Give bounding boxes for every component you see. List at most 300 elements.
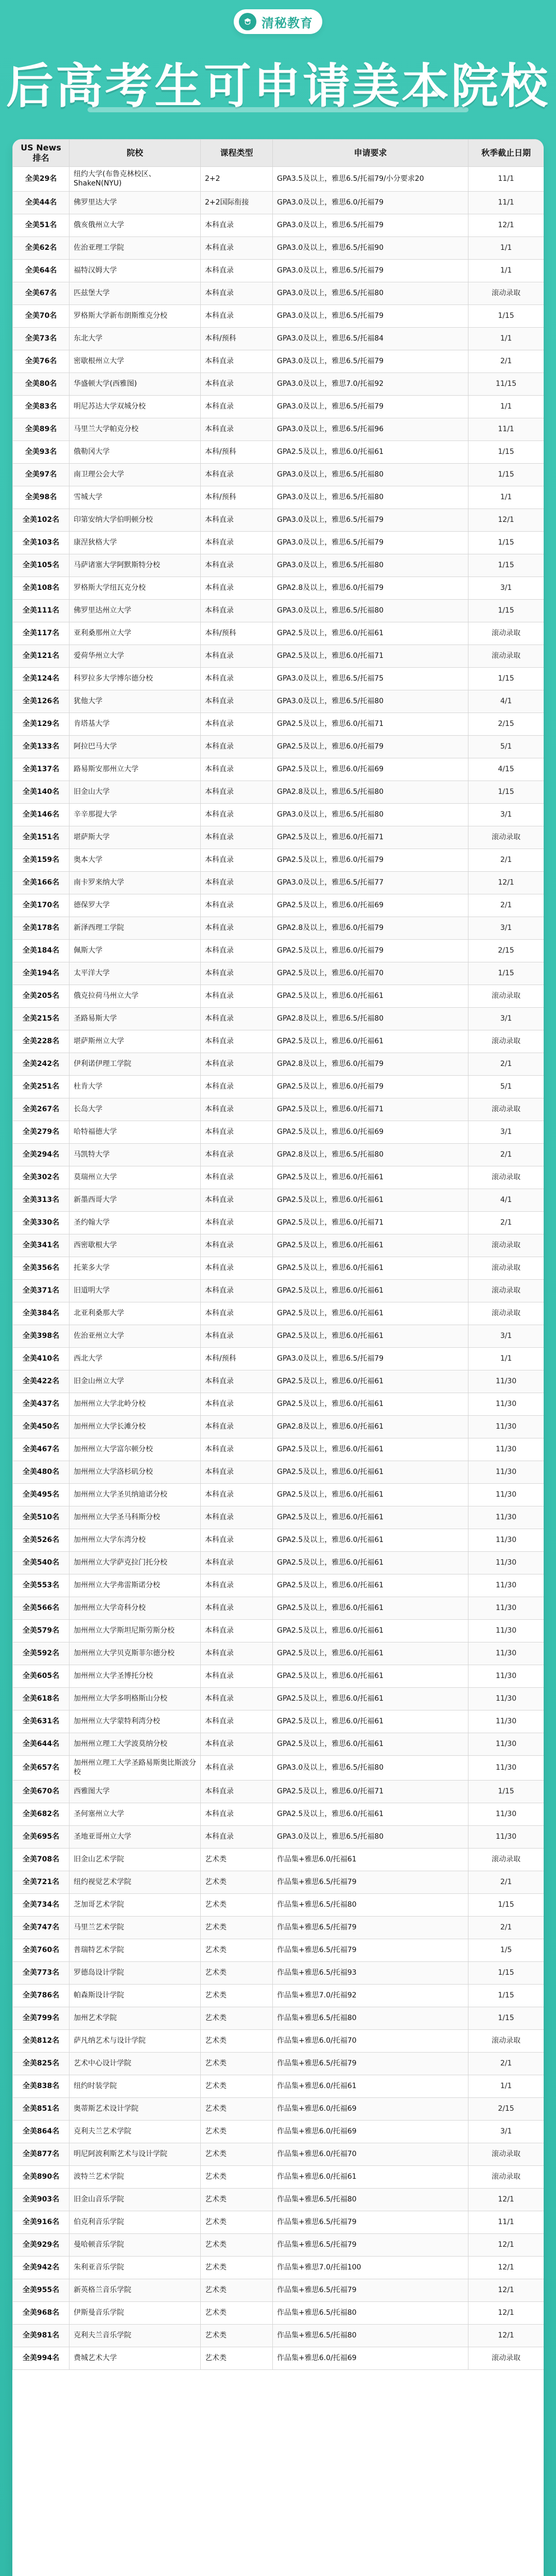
cell-requirements: GPA3.0及以上，雅思6.5/托福79	[273, 260, 468, 282]
cell-requirements: GPA2.8及以上，雅思6.0/托福79	[273, 1053, 468, 1076]
cell-course: 本科直录	[201, 1756, 273, 1781]
cell-deadline: 11/30	[468, 1393, 544, 1416]
cell-course: 艺术类	[201, 2143, 273, 2166]
cell-deadline: 滚动录取	[468, 2166, 544, 2189]
table-row	[13, 1985, 544, 2007]
table-row	[13, 804, 544, 826]
table-row	[13, 509, 544, 532]
cell-course: 本科直录	[201, 713, 273, 736]
cell-deadline: 1/15	[468, 668, 544, 690]
table-row	[13, 1939, 544, 1962]
cell-requirements: 作品集+雅思6.5/托福80	[273, 2302, 468, 2325]
cell-school: 圣何塞州立大学	[70, 1803, 201, 1826]
cell-rank: 全美838名	[13, 2075, 70, 2098]
cell-rank: 全美302名	[13, 1166, 70, 1189]
table-row	[13, 1529, 544, 1552]
cell-requirements: GPA2.8及以上，雅思6.0/托福79	[273, 577, 468, 600]
cell-deadline: 3/1	[468, 917, 544, 940]
cell-deadline: 1/15	[468, 1894, 544, 1917]
cell-rank: 全美146名	[13, 804, 70, 826]
cell-school: 芝加哥艺术学院	[70, 1894, 201, 1917]
cell-deadline: 11/30	[468, 1574, 544, 1597]
table-row	[13, 2075, 544, 2098]
cell-course: 2+2国际衔接	[201, 192, 273, 214]
cell-rank: 全美97名	[13, 464, 70, 486]
table-row	[13, 1280, 544, 1302]
cell-requirements: GPA2.5及以上，雅思6.0/托福61	[273, 1461, 468, 1484]
cell-course: 本科直录	[201, 1597, 273, 1620]
cell-school: 旧金山艺术学院	[70, 1849, 201, 1871]
cell-requirements: GPA2.5及以上，雅思6.0/托福61	[273, 441, 468, 464]
cell-rank: 全美251名	[13, 1076, 70, 1098]
cell-requirements: GPA3.0及以上，雅思6.5/托福80	[273, 804, 468, 826]
cell-requirements: GPA3.0及以上，雅思6.5/托福80	[273, 1756, 468, 1781]
table-row	[13, 1416, 544, 1438]
table-row	[13, 917, 544, 940]
cell-rank: 全美137名	[13, 758, 70, 781]
cell-requirements: 作品集+雅思6.0/托福69	[273, 2098, 468, 2121]
cell-requirements: 作品集+雅思6.5/托福79	[273, 2053, 468, 2075]
cell-deadline: 2/1	[468, 1917, 544, 1939]
cell-rank: 全美76名	[13, 350, 70, 373]
cell-school: 佛罗里达大学	[70, 192, 201, 214]
cell-deadline: 11/1	[468, 418, 544, 441]
table-row	[13, 1008, 544, 1030]
cell-requirements: GPA2.5及以上，雅思6.0/托福71	[273, 645, 468, 668]
cell-school: 西雅图大学	[70, 1781, 201, 1803]
table-row	[13, 1121, 544, 1144]
cell-rank: 全美955名	[13, 2279, 70, 2302]
table-row	[13, 985, 544, 1008]
cell-deadline: 11/30	[468, 1642, 544, 1665]
cell-rank: 全美194名	[13, 962, 70, 985]
brand-name: 清秘教育	[262, 15, 313, 30]
table-row	[13, 1574, 544, 1597]
cell-requirements: GPA2.5及以上，雅思6.0/托福79	[273, 849, 468, 872]
cell-course: 本科直录	[201, 1076, 273, 1098]
cell-school: 加州州立大学圣博托分校	[70, 1665, 201, 1688]
cell-course: 本科直录	[201, 305, 273, 328]
table-card	[12, 139, 544, 2576]
cell-school: 犹他大学	[70, 690, 201, 713]
cell-deadline: 滚动录取	[468, 1302, 544, 1325]
brand	[0, 9, 556, 34]
table-row	[13, 1484, 544, 1506]
cell-school: 圣路易斯大学	[70, 1008, 201, 1030]
cell-deadline: 滚动录取	[468, 1257, 544, 1280]
cell-school: 艺术中心设计学院	[70, 2053, 201, 2075]
table-row	[13, 1053, 544, 1076]
cell-course: 本科直录	[201, 849, 273, 872]
cell-course: 艺术类	[201, 2098, 273, 2121]
cell-rank: 全美579名	[13, 1620, 70, 1642]
cell-rank: 全美29名	[13, 167, 70, 192]
header	[0, 0, 556, 139]
table-row	[13, 1552, 544, 1574]
cell-requirements: 作品集+雅思6.0/托福61	[273, 1849, 468, 1871]
cell-school: 加州州立大学东湾分校	[70, 1529, 201, 1552]
table-row	[13, 1803, 544, 1826]
table-row	[13, 2211, 544, 2234]
table-row	[13, 1189, 544, 1212]
cell-requirements: GPA3.0及以上，雅思6.0/托福79	[273, 192, 468, 214]
cell-deadline: 2/1	[468, 849, 544, 872]
table-row	[13, 167, 544, 192]
cell-requirements: GPA2.5及以上，雅思6.0/托福79	[273, 940, 468, 962]
cell-deadline: 5/1	[468, 1076, 544, 1098]
table-row	[13, 192, 544, 214]
cell-rank: 全美124名	[13, 668, 70, 690]
cell-rank: 全美812名	[13, 2030, 70, 2053]
cell-course: 艺术类	[201, 2030, 273, 2053]
cell-requirements: GPA3.0及以上，雅思6.5/托福80	[273, 464, 468, 486]
cell-course: 本科/预科	[201, 622, 273, 645]
table-row	[13, 486, 544, 509]
cell-rank: 全美102名	[13, 509, 70, 532]
table-row	[13, 214, 544, 237]
cell-course: 本科直录	[201, 1212, 273, 1234]
cell-requirements: GPA2.5及以上，雅思6.0/托福69	[273, 1121, 468, 1144]
cell-deadline: 1/15	[468, 781, 544, 804]
cell-deadline: 11/1	[468, 192, 544, 214]
cell-school: 加州州立大学萨克拉门托分校	[70, 1552, 201, 1574]
cell-requirements: GPA3.0及以上，雅思6.5/托福79	[273, 1348, 468, 1370]
cell-school: 华盛顿大学(西雅图)	[70, 373, 201, 396]
cell-school: 雪城大学	[70, 486, 201, 509]
cell-requirements: GPA2.5及以上，雅思6.0/托福69	[273, 894, 468, 917]
cell-requirements: GPA2.5及以上，雅思6.0/托福61	[273, 1166, 468, 1189]
cell-requirements: GPA2.5及以上，雅思6.0/托福61	[273, 1688, 468, 1710]
cell-rank: 全美267名	[13, 1098, 70, 1121]
cell-school: 加州州立大学北岭分校	[70, 1393, 201, 1416]
cell-deadline: 11/30	[468, 1438, 544, 1461]
cell-deadline: 1/15	[468, 441, 544, 464]
cell-rank: 全美605名	[13, 1665, 70, 1688]
cell-requirements: GPA2.5及以上，雅思6.0/托福61	[273, 1642, 468, 1665]
cell-deadline: 1/15	[468, 1985, 544, 2007]
table-row	[13, 1461, 544, 1484]
cell-school: 俄亥俄州立大学	[70, 214, 201, 237]
cell-rank: 全美356名	[13, 1257, 70, 1280]
cell-rank: 全美215名	[13, 1008, 70, 1030]
cell-rank: 全美670名	[13, 1781, 70, 1803]
cell-requirements: GPA3.0及以上，雅思6.5/托福79	[273, 532, 468, 554]
cell-rank: 全美170名	[13, 894, 70, 917]
cell-course: 艺术类	[201, 2121, 273, 2143]
cell-school: 福特汉姆大学	[70, 260, 201, 282]
cell-school: 加州州立大学贝克斯菲尔德分校	[70, 1642, 201, 1665]
cell-deadline: 1/5	[468, 1939, 544, 1962]
table-row	[13, 668, 544, 690]
cell-rank: 全美760名	[13, 1939, 70, 1962]
cell-rank: 全美851名	[13, 2098, 70, 2121]
cell-rank: 全美294名	[13, 1144, 70, 1166]
table-row	[13, 2189, 544, 2211]
cell-deadline: 11/30	[468, 1710, 544, 1733]
cell-rank: 全美916名	[13, 2211, 70, 2234]
cell-requirements: GPA2.5及以上，雅思6.0/托福61	[273, 1574, 468, 1597]
cell-school: 西密歇根大学	[70, 1234, 201, 1257]
cell-rank: 全美747名	[13, 1917, 70, 1939]
cell-deadline: 2/15	[468, 2098, 544, 2121]
header-cell-requirements: 申请要求	[273, 140, 468, 167]
cell-course: 本科直录	[201, 1461, 273, 1484]
cell-requirements: GPA3.0及以上，雅思6.5/托福79	[273, 396, 468, 418]
cell-deadline: 11/30	[468, 1665, 544, 1688]
cell-rank: 全美864名	[13, 2121, 70, 2143]
cell-school: 马凯特大学	[70, 1144, 201, 1166]
cell-school: 肯塔基大学	[70, 713, 201, 736]
cell-requirements: GPA3.0及以上，雅思6.5/托福77	[273, 872, 468, 894]
cell-requirements: 作品集+雅思6.5/托福79	[273, 2234, 468, 2257]
cell-deadline: 1/1	[468, 260, 544, 282]
cell-course: 本科/预科	[201, 486, 273, 509]
cell-course: 本科直录	[201, 577, 273, 600]
cell-requirements: GPA2.5及以上，雅思6.0/托福71	[273, 1212, 468, 1234]
cell-school: 爱荷华州立大学	[70, 645, 201, 668]
cell-course: 本科直录	[201, 1506, 273, 1529]
table-row	[13, 690, 544, 713]
cell-rank: 全美968名	[13, 2302, 70, 2325]
cell-rank: 全美592名	[13, 1642, 70, 1665]
cell-deadline: 滚动录取	[468, 2030, 544, 2053]
cell-requirements: GPA2.5及以上，雅思6.0/托福61	[273, 1370, 468, 1393]
cell-requirements: GPA2.5及以上，雅思6.0/托福61	[273, 1620, 468, 1642]
cell-course: 艺术类	[201, 2302, 273, 2325]
cell-course: 本科直录	[201, 758, 273, 781]
cell-course: 本科直录	[201, 1574, 273, 1597]
cell-school: 伯克利音乐学院	[70, 2211, 201, 2234]
table-row	[13, 2279, 544, 2302]
cell-rank: 全美129名	[13, 713, 70, 736]
table-row	[13, 2325, 544, 2347]
cell-rank: 全美495名	[13, 1484, 70, 1506]
cell-requirements: GPA2.8及以上，雅思6.5/托福80	[273, 1008, 468, 1030]
cell-deadline: 3/1	[468, 1325, 544, 1348]
cell-school: 伊斯曼音乐学院	[70, 2302, 201, 2325]
cell-course: 本科直录	[201, 940, 273, 962]
cell-course: 本科直录	[201, 1620, 273, 1642]
cell-requirements: 作品集+雅思6.0/托福70	[273, 2030, 468, 2053]
cell-deadline: 2/1	[468, 1871, 544, 1894]
cell-deadline: 11/30	[468, 1416, 544, 1438]
cell-requirements: 作品集+雅思6.5/托福79	[273, 1939, 468, 1962]
cell-course: 本科直录	[201, 985, 273, 1008]
table-header-row	[13, 140, 544, 167]
cell-course: 本科直录	[201, 781, 273, 804]
cell-requirements: GPA2.5及以上，雅思6.0/托福70	[273, 962, 468, 985]
cell-course: 本科直录	[201, 1234, 273, 1257]
cell-school: 马里兰艺术学院	[70, 1917, 201, 1939]
cell-requirements: GPA2.5及以上，雅思6.0/托福61	[273, 1030, 468, 1053]
cell-requirements: GPA3.0及以上，雅思6.5/托福80	[273, 1826, 468, 1849]
cell-requirements: 作品集+雅思6.5/托福93	[273, 1962, 468, 1985]
cell-deadline: 12/1	[468, 872, 544, 894]
cell-school: 奥本大学	[70, 849, 201, 872]
cell-school: 普瑞特艺术学院	[70, 1939, 201, 1962]
cell-course: 本科直录	[201, 1098, 273, 1121]
cell-school: 堪萨斯州立大学	[70, 1030, 201, 1053]
cell-school: 费城艺术大学	[70, 2347, 201, 2370]
cell-requirements: GPA2.5及以上，雅思6.0/托福61	[273, 985, 468, 1008]
cell-requirements: GPA3.0及以上，雅思6.5/托福84	[273, 328, 468, 350]
cell-course: 本科直录	[201, 1781, 273, 1803]
cell-course: 本科直录	[201, 1257, 273, 1280]
cell-school: 佐治亚州立大学	[70, 1325, 201, 1348]
table-row	[13, 894, 544, 917]
cell-course: 本科直录	[201, 690, 273, 713]
cell-course: 艺术类	[201, 2075, 273, 2098]
cell-deadline: 滚动录取	[468, 2347, 544, 2370]
cell-rank: 全美942名	[13, 2257, 70, 2279]
cell-school: 北亚利桑那大学	[70, 1302, 201, 1325]
table-row	[13, 2053, 544, 2075]
table-row	[13, 1302, 544, 1325]
cell-school: 加州州立大学奇科分校	[70, 1597, 201, 1620]
cell-requirements: GPA2.5及以上，雅思6.0/托福61	[273, 1552, 468, 1574]
cell-requirements: GPA2.5及以上，雅思6.0/托福61	[273, 1393, 468, 1416]
table-row	[13, 328, 544, 350]
cell-deadline: 11/30	[468, 1370, 544, 1393]
cell-rank: 全美83名	[13, 396, 70, 418]
cell-rank: 全美105名	[13, 554, 70, 577]
cell-school: 旧金山州立大学	[70, 1370, 201, 1393]
cell-school: 密歇根州立大学	[70, 350, 201, 373]
cell-deadline: 1/15	[468, 554, 544, 577]
table-row	[13, 1620, 544, 1642]
cell-school: 西北大学	[70, 1348, 201, 1370]
table-row	[13, 2257, 544, 2279]
cell-requirements: GPA3.0及以上，雅思6.5/托福80	[273, 554, 468, 577]
cell-requirements: GPA3.0及以上，雅思6.5/托福79	[273, 509, 468, 532]
cell-deadline: 11/30	[468, 1597, 544, 1620]
cell-deadline: 1/15	[468, 1962, 544, 1985]
cell-deadline: 12/1	[468, 509, 544, 532]
cell-school: 俄勒冈大学	[70, 441, 201, 464]
cell-deadline: 11/30	[468, 1620, 544, 1642]
cell-school: 旧道明大学	[70, 1280, 201, 1302]
cell-deadline: 滚动录取	[468, 282, 544, 305]
cell-course: 本科直录	[201, 1552, 273, 1574]
cell-deadline: 1/1	[468, 2075, 544, 2098]
cell-deadline: 2/1	[468, 1053, 544, 1076]
cell-deadline: 3/1	[468, 1121, 544, 1144]
cell-course: 艺术类	[201, 1939, 273, 1962]
cell-deadline: 11/30	[468, 1733, 544, 1756]
cell-rank: 全美341名	[13, 1234, 70, 1257]
cell-rank: 全美330名	[13, 1212, 70, 1234]
cell-requirements: GPA2.8及以上，雅思6.0/托福79	[273, 917, 468, 940]
cell-deadline: 11/30	[468, 1529, 544, 1552]
cell-requirements: GPA2.5及以上，雅思6.0/托福61	[273, 1280, 468, 1302]
cell-rank: 全美121名	[13, 645, 70, 668]
cell-school: 克利夫兰音乐学院	[70, 2325, 201, 2347]
cell-school: 克利夫兰艺术学院	[70, 2121, 201, 2143]
cell-course: 艺术类	[201, 2234, 273, 2257]
table-row	[13, 260, 544, 282]
cell-deadline: 2/15	[468, 713, 544, 736]
cell-rank: 全美526名	[13, 1529, 70, 1552]
cell-course: 本科直录	[201, 1325, 273, 1348]
cell-course: 本科直录	[201, 668, 273, 690]
cell-course: 艺术类	[201, 2189, 273, 2211]
table-row	[13, 1781, 544, 1803]
table-row	[13, 962, 544, 985]
cell-school: 加州艺术学院	[70, 2007, 201, 2030]
table-row	[13, 2007, 544, 2030]
cell-school: 托莱多大学	[70, 1257, 201, 1280]
cell-course: 本科直录	[201, 804, 273, 826]
cell-course: 本科直录	[201, 1053, 273, 1076]
table-row	[13, 1826, 544, 1849]
cell-school: 圣地亚哥州立大学	[70, 1826, 201, 1849]
cell-deadline: 12/1	[468, 2257, 544, 2279]
cell-rank: 全美480名	[13, 1461, 70, 1484]
cell-rank: 全美73名	[13, 328, 70, 350]
cell-deadline: 1/1	[468, 237, 544, 260]
cell-school: 阿拉巴马大学	[70, 736, 201, 758]
cell-requirements: 作品集+雅思6.0/托福69	[273, 2121, 468, 2143]
cell-school: 佛罗里达州立大学	[70, 600, 201, 622]
cell-rank: 全美410名	[13, 1348, 70, 1370]
table-row	[13, 1894, 544, 1917]
cell-deadline: 1/15	[468, 305, 544, 328]
cell-requirements: 作品集+雅思7.0/托福92	[273, 1985, 468, 2007]
table-row	[13, 441, 544, 464]
cell-course: 本科直录	[201, 509, 273, 532]
cell-deadline: 2/1	[468, 350, 544, 373]
cell-course: 本科直录	[201, 826, 273, 849]
cell-rank: 全美682名	[13, 1803, 70, 1826]
cell-rank: 全美437名	[13, 1393, 70, 1416]
cell-deadline: 2/1	[468, 1212, 544, 1234]
cell-course: 本科直录	[201, 645, 273, 668]
cell-deadline: 滚动录取	[468, 1234, 544, 1257]
cell-school: 旧金山大学	[70, 781, 201, 804]
cell-course: 本科直录	[201, 600, 273, 622]
cell-school: 加州州立大学多明格斯山分校	[70, 1688, 201, 1710]
cell-rank: 全美51名	[13, 214, 70, 237]
cell-course: 本科直录	[201, 1393, 273, 1416]
cell-requirements: GPA2.5及以上，雅思6.0/托福61	[273, 1665, 468, 1688]
cell-course: 本科直录	[201, 1302, 273, 1325]
cell-deadline: 11/30	[468, 1484, 544, 1506]
cell-deadline: 2/15	[468, 940, 544, 962]
cell-school: 康涅狄格大学	[70, 532, 201, 554]
cell-rank: 全美159名	[13, 849, 70, 872]
table-row	[13, 1076, 544, 1098]
table-row	[13, 2166, 544, 2189]
table-row	[13, 713, 544, 736]
cell-school: 哈特福德大学	[70, 1121, 201, 1144]
cell-school: 加州州立大学洛杉矶分校	[70, 1461, 201, 1484]
cell-school: 匹兹堡大学	[70, 282, 201, 305]
table-row	[13, 1030, 544, 1053]
table-row	[13, 373, 544, 396]
cell-deadline: 1/15	[468, 600, 544, 622]
cell-deadline: 1/15	[468, 1781, 544, 1803]
cell-school: 长岛大学	[70, 1098, 201, 1121]
cell-rank: 全美111名	[13, 600, 70, 622]
cell-school: 佐治亚理工学院	[70, 237, 201, 260]
cell-rank: 全美644名	[13, 1733, 70, 1756]
cell-rank: 全美89名	[13, 418, 70, 441]
cell-deadline: 1/1	[468, 1348, 544, 1370]
table-row	[13, 2234, 544, 2257]
cell-rank: 全美140名	[13, 781, 70, 804]
cell-rank: 全美108名	[13, 577, 70, 600]
cell-school: 奥蒂斯艺术设计学院	[70, 2098, 201, 2121]
